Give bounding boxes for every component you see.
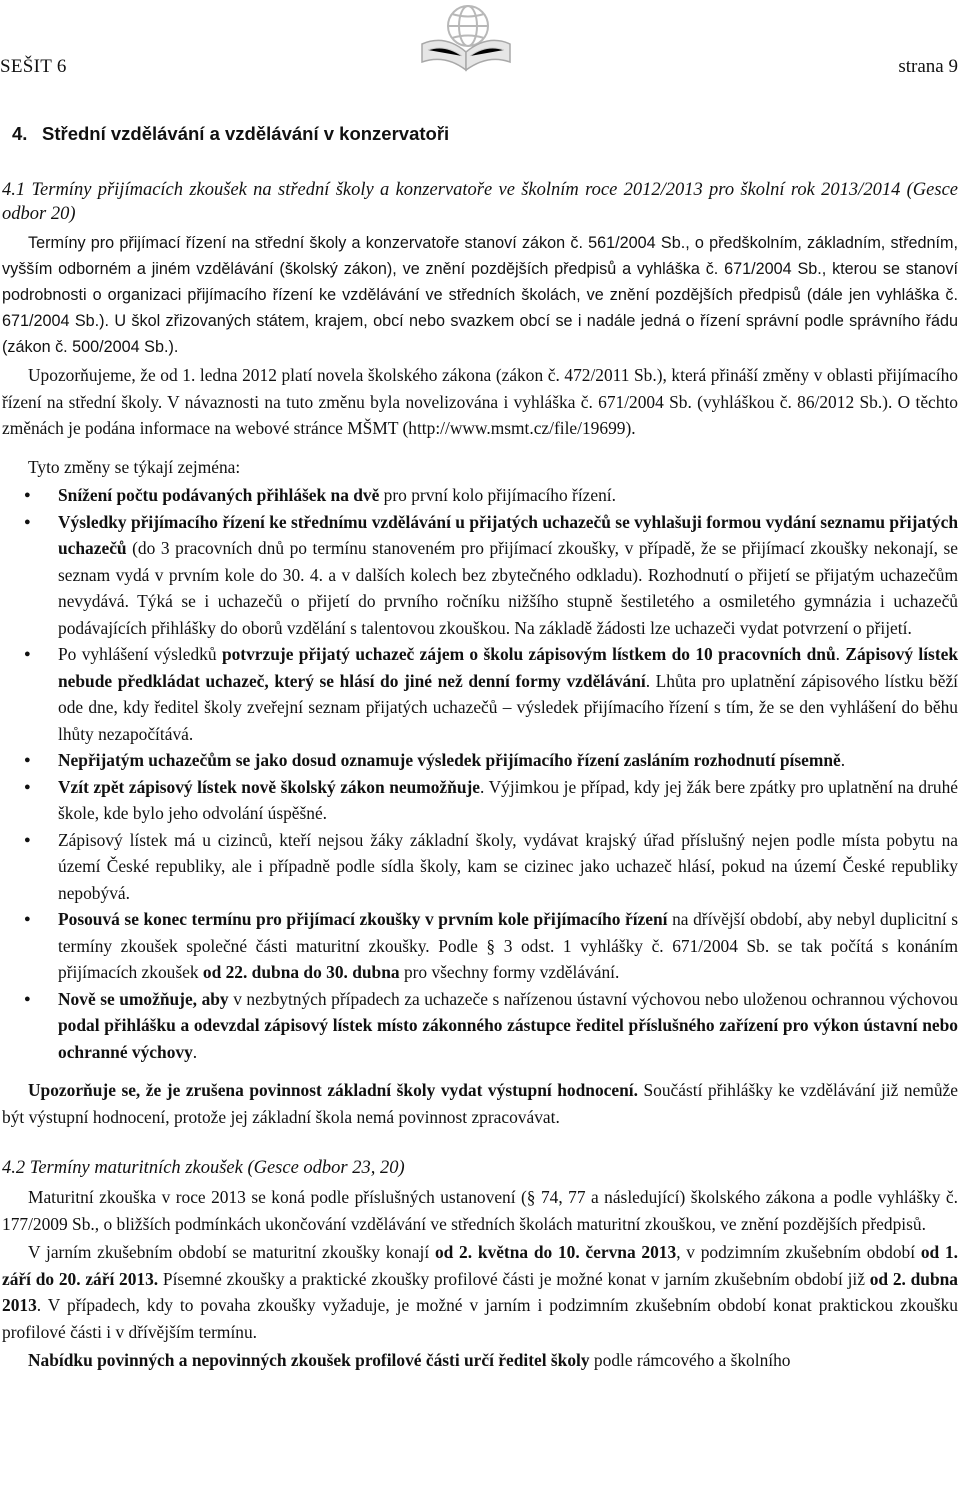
paragraph-exit-evaluation: Upozorňuje se, že je zrušena povinnost základní školy vydat výstupní hodnocení. Součástí přihlášky ke vzdělávání již nemůže být výstupní hodnocení, protože jej základní škola nemá povinnost zpracovávat. [2, 1080, 958, 1127]
list-item: ● Vzít zpět zápisový lístek nově školský zákon neumožňuje. Výjimkou je případ, kdy jej žák bere zpátky pro uplatnění na druhé škole, kde bylo jeho odvolání úspěšné. [58, 774, 958, 827]
list-item: ● Nově se umožňuje, aby v nezbytných případech za uchazeče s nařízenou ústavní výchovou nebo uloženou ochrannou výchovou podal přihlášku a odevzdal zápisový lístek místo zákonného zástupce ředitel příslušného zařízení pro výkon ústavní nebo ochranné výchovy. [58, 986, 958, 1066]
paragraph-changes-intro: Tyto změny se týkají zejména: [28, 456, 241, 477]
list-item: ● Nepřijatým uchazečům se jako dosud oznamuje výsledek přijímacího řízení zasláním rozhodnutí písemně. [58, 747, 958, 774]
section-heading [12, 120, 958, 156]
section-title: Střední vzdělávání a vzdělávání v konzervatoři [42, 123, 450, 144]
paragraph-legal-basis: Termíny pro přijímací řízení na střední školy a konzervatoře stanoví zákon č. 561/2004 Sb., o předškolním, základním, středním, vyšším odborném a jiném vzdělávání (školský zákon), ve znění pozdějších předpisů a vyhláška č. 671/2004 Sb., kterou se stanoví podrobnosti o organizaci přijímacího řízení ke vzdělávání ve středních školách, ve znění pozdějších předpisů (dále jen vyhláška č. 671/2004 Sb.). U škol zřizovaných státem, krajem, obcí nebo svazkem obcí se i nadále jedná o řízení správní podle správního řádu (zákon č. 500/2004 Sb.). [2, 234, 958, 356]
page-content [2, 120, 958, 1374]
list-item: ● Posouvá se konec termínu pro přijímací zkoušky v prvním kole přijímacího řízení na dřívější období, aby nebyl duplicitní s termíny zkoušek společné části maturitní zkoušky. Podle § 3 odst. 1 vyhlášky č. 671/2004 Sb. se tak počítá s konáním přijímacích zkoušek od 22. dubna do 30. dubna pro všechny formy vzdělávání. [58, 906, 958, 986]
paragraph-maturita-dates: V jarním zkušebním období se maturitní zkoušky konají od 2. května do 10. června 2013, v podzimním zkušebním období od 1. září do 20. září 2013. Písemné zkoušky a praktické zkoušky profilové části je možné konat v jarním zkušebním období již od 2. dubna 2013. V případech, kdy to povaha zkoušky vyžaduje, je možné v jarním i podzimním zkušebním období konat praktickou zkoušku profilové části i v dřívějším termínu. [2, 1242, 958, 1342]
page-number: strana 9 [898, 56, 958, 77]
section-number: 4. [12, 123, 28, 144]
paragraph-amendment: Upozorňujeme, že od 1. ledna 2012 platí novela školského zákona (zákon č. 472/2011 Sb.), která přináší změny v oblasti přijímacího řízení na střední školy. V návaznosti na tuto změnu byla novelizována i vyhláška č. 671/2004 Sb. (vyhláškou č. 86/2012 Sb.). O těchto změnách je podána informace na webové stránce MŠMT (http://www.msmt.cz/file/19699). [2, 365, 958, 438]
changes-list [2, 482, 958, 1065]
list-item: ● Zápisový lístek má u cizinců, kteří nejsou žáky základní školy, vydávat krajský úřad příslušný nejen podle místa pobytu na území České republiky, ale i případně podle sídla školy, kam se cizinec jako uchazeč hlásí, pokud na území České republiky nepobývá. [58, 827, 958, 907]
paragraph-profile-exams: Nabídku povinných a nepovinných zkoušek profilové části určí ředitel školy podle rámcového a školního [28, 1350, 791, 1370]
list-item: ● Po vyhlášení výsledků potvrzuje přijatý uchazeč zájem o školu zápisovým lístkem do 10 pracovních dnů. Zápisový lístek nebude předkládat uchazeč, který se hlásí do jiné než denní formy vzdělávání. Lhůta pro uplatnění zápisového lístku běží ode dne, kdy ředitel školy zveřejní seznam přijatých uchazečů – výsledek přijímacího řízení s tím, že se den vyhlášení do běhu lhůty nezapočítává. [58, 641, 958, 747]
subsection-4-1-title: 4.1 Termíny přijímacích zkoušek na střední školy a konzervatoře ve školním roce 2012/2013 pro školní rok 2013/2014 (Gesce odbor 20) [2, 180, 958, 224]
subsection-4-2-title: 4.2 Termíny maturitních zkoušek (Gesce odbor 23, 20) [2, 1158, 405, 1178]
booklet-number: SEŠIT 6 [0, 56, 67, 77]
paragraph-maturita-law: Maturitní zkouška v roce 2013 se koná podle příslušných ustanovení (§ 74, 77 a následující) školského zákona a podle vyhlášky č. 177/2009 Sb., o bližších podmínkách ukončování vzdělávání ve středních školách maturitní zkouškou, ve znění pozdějších předpisů. [2, 1187, 958, 1234]
list-item: ● Snížení počtu podávaných přihlášek na dvě pro první kolo přijímacího řízení. [58, 482, 958, 509]
globe-book-logo-icon [400, 0, 530, 74]
list-item: ● Výsledky přijímacího řízení ke střednímu vzdělávání u přijatých uchazečů se vyhlašuji formou vydání seznamu přijatých uchazečů (do 3 pracovních dnů po termínu stanoveném pro přijímací zkoušky, v případě, že se přijímací zkoušky nekonají, se seznam vydá v prvním kole do 30. 4. a v dalších kolech bez zbytečného odkladu). Rozhodnutí o přijetí se přijatým uchazečům nevydává. Týká se i uchazečů o přijetí do prvního ročníku nižšího stupně šestiletého a osmiletého gymnázia i uchazečů podávajících přihlášky do oborů vzdělání s talentovou zkouškou. Na základě žádosti lze uchazeči vydat potvrzení o přijetí. [58, 509, 958, 642]
